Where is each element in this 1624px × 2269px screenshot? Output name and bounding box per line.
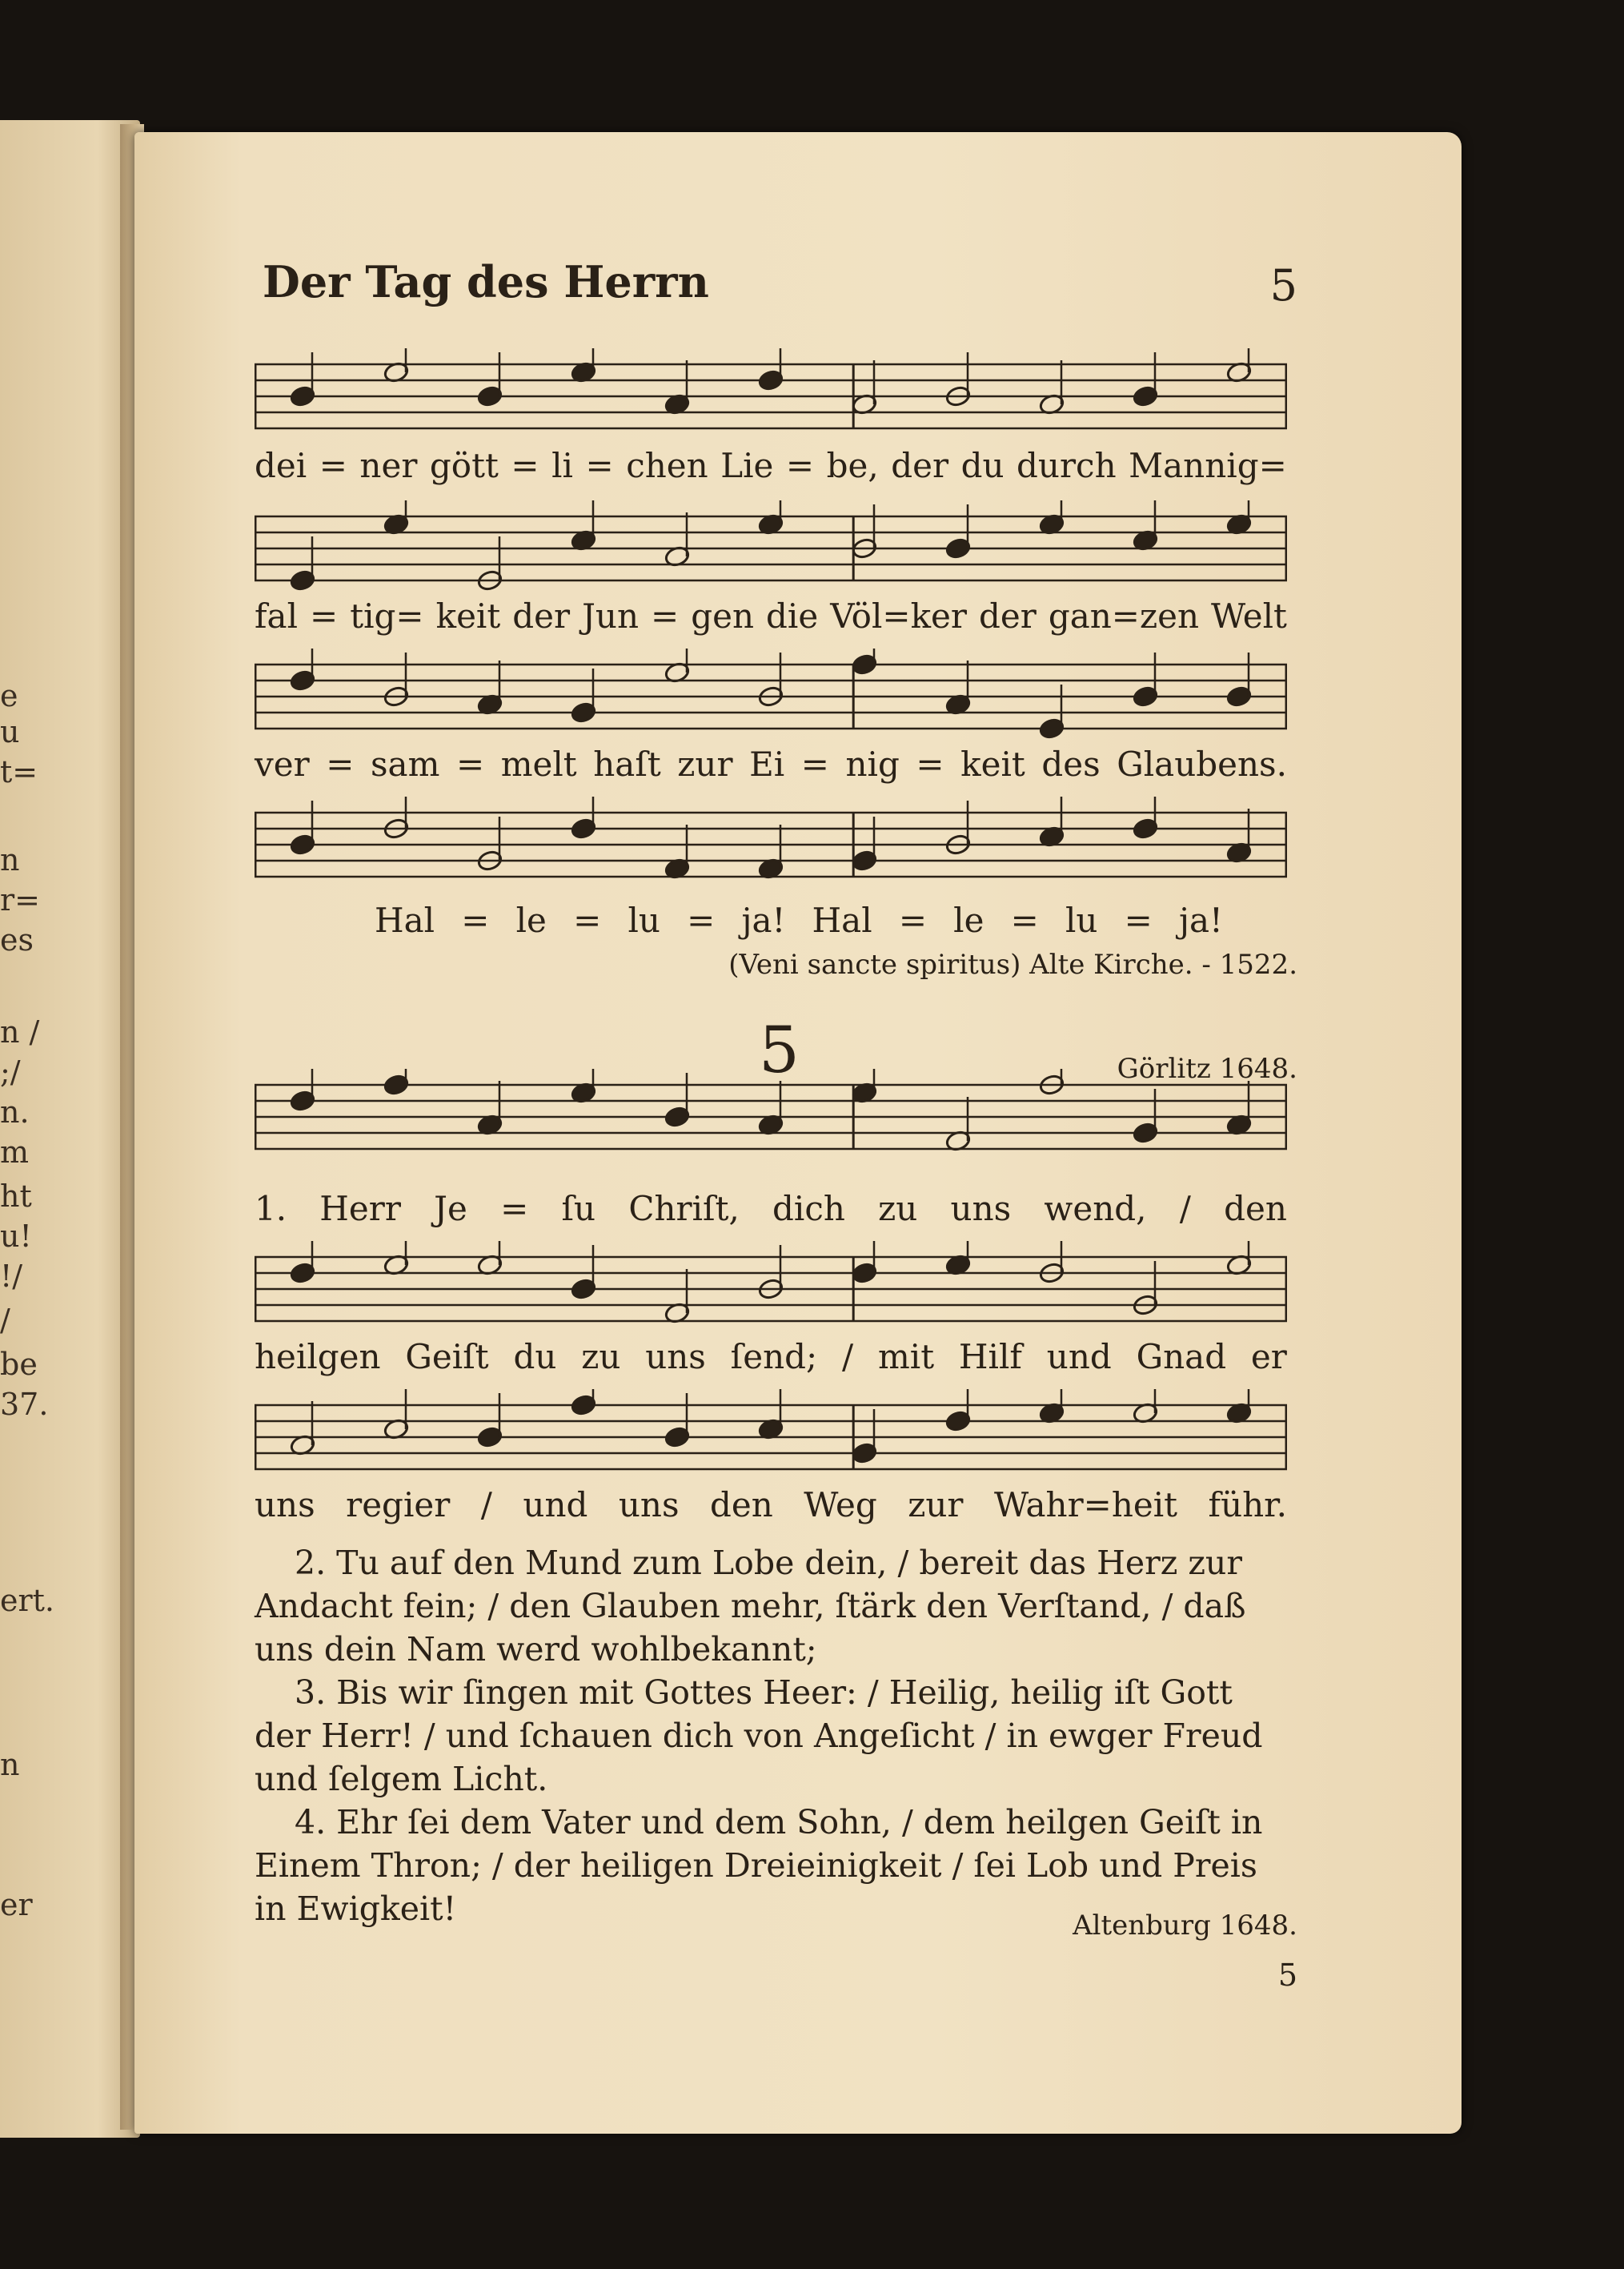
margin-fragment: n. [0,1094,30,1130]
verse-3: 3. Bis wir ſingen mit Gottes Heer: / Heilig, heilig iſt Gott der Herr! / und ſchauen dich von Angeſicht / in ewger Freud und ſelgem Licht. [255,1673,1263,1798]
lyric-syllable: ſu [561,1189,596,1228]
music-staff [255,1389,1287,1485]
lyric-syllable: = [1124,901,1153,940]
lyric-syllable: ja! [741,901,786,940]
margin-fragment: ert. [0,1583,55,1618]
margin-fragment: u! [0,1219,32,1254]
verse-block [255,1541,1287,1930]
margin-fragment: 37. [0,1387,49,1422]
lyric-syllable: führ. [1208,1485,1287,1524]
music-staff [255,649,1287,745]
hymn-source-credit: (Veni sancte spiritus) Alte Kirche. - 1522. [728,949,1297,981]
lyric-syllable: Glaubens. [1117,745,1287,784]
lyric-syllable: du [513,1337,557,1376]
verse-2: 2. Tu auf den Mund zum Lobe dein, / bereit das Herz zur Andacht fein; / den Glauben mehr, ſtärk den Verſtand, / daß uns dein Nam werd wohlbekannt; [255,1544,1246,1669]
lyric-syllable: mit [877,1337,935,1376]
lyric-syllable: melt [500,745,577,784]
margin-fragment: u [0,714,20,749]
lyric-syllable: 1. [255,1189,287,1228]
lyric-syllable: heilgen [255,1337,381,1376]
lyric-syllable: uns [645,1337,706,1376]
lyric-syllable: lu [1065,901,1098,940]
lyric-syllable: Lie [720,446,774,485]
lyric-syllable: des [1041,745,1101,784]
lyric-syllable: zu [581,1337,621,1376]
margin-fragment: n / [0,1014,40,1050]
lyric-syllable: Chriſt, [628,1189,740,1228]
lyric-syllable: zu [878,1189,918,1228]
lyrics-line [255,745,1287,784]
lyric-syllable: und [523,1485,588,1524]
lyric-syllable: = [1010,901,1039,940]
lyric-syllable: le [515,901,547,940]
lyric-syllable: Je [434,1189,467,1228]
margin-fragment: er [0,1887,33,1922]
lyric-syllable: Herr [319,1189,401,1228]
lyric-syllable: ner [359,446,418,485]
lyric-syllable: gan=zen [1048,596,1200,636]
lyric-syllable: chen [626,446,708,485]
lyric-syllable: der [891,446,949,485]
lyric-syllable: = [310,596,339,636]
lyric-syllable: / [1179,1189,1191,1228]
lyric-syllable: = [651,596,680,636]
lyric-syllable: Wahr=heit [993,1485,1178,1524]
lyrics-line [255,1337,1287,1376]
lyric-syllable: / [480,1485,492,1524]
lyric-syllable: = [511,446,539,485]
music-staff [255,500,1287,596]
lyric-syllable: = [461,901,490,940]
margin-fragment: n [0,842,20,877]
lyrics-line [255,446,1287,485]
left-page-edge [0,120,140,2138]
lyric-syllable: li [551,446,573,485]
margin-fragment: / [0,1303,10,1338]
lyric-syllable: Hal [812,901,872,940]
lyric-syllable: sam [370,745,440,784]
lyric-syllable: = [916,745,944,784]
lyric-syllable: Welt [1211,596,1287,636]
book-page [134,132,1462,2134]
lyric-syllable: uns [255,1485,315,1524]
lyric-syllable: den [710,1485,773,1524]
lyric-syllable: dich [772,1189,845,1228]
lyric-syllable: Gnad [1136,1337,1227,1376]
margin-fragment: n [0,1747,20,1782]
lyric-syllable: haſt [593,745,661,784]
lyrics-line [375,901,1223,940]
lyric-syllable: die [766,596,819,636]
margin-fragment: !/ [0,1259,23,1294]
lyric-syllable: wend, [1044,1189,1147,1228]
music-staff [255,348,1287,444]
lyric-syllable: dei [255,446,307,485]
header-page-number: 5 [1269,260,1297,311]
text-credit: Altenburg 1648. [1073,1910,1297,1942]
lyric-syllable: Völ=ker [830,596,967,636]
lyric-syllable: tig= [350,596,424,636]
lyric-syllable: Ei [749,745,785,784]
lyric-syllable: = [785,446,815,485]
verse-4: 4. Ehr ſei dem Vater und dem Sohn, / dem heilgen Geiſt in Einem Thron; / der heiligen Dreieinigkeit / ſei Lob und Preis in Ewigkeit! [255,1803,1263,1928]
lyric-syllable: = [687,901,716,940]
lyric-syllable: Weg [804,1485,877,1524]
lyric-syllable: uns [618,1485,680,1524]
page-title: Der Tag des Herrn [263,256,709,307]
margin-fragment: ht [0,1179,32,1214]
lyric-syllable: keit [435,596,501,636]
lyric-syllable: zur [908,1485,964,1524]
lyric-syllable: zur [677,745,733,784]
lyric-syllable: = [585,446,614,485]
lyric-syllable: regier [346,1485,451,1524]
hymn-number: 5 [759,1013,800,1087]
margin-fragment: es [0,922,34,958]
lyric-syllable: = [898,901,928,940]
melody-credit: Görlitz 1648. [1117,1053,1297,1085]
footer-page-number: 5 [1277,1958,1297,1993]
margin-fragment: t= [0,754,38,789]
lyric-syllable: uns [950,1189,1012,1228]
lyric-syllable: Geiſt [405,1337,489,1376]
lyric-syllable: den [1224,1189,1287,1228]
lyric-syllable: ja! [1178,901,1223,940]
lyric-syllable: gen [691,596,755,636]
lyric-syllable: Jun [582,596,640,636]
lyric-syllable: durch [1017,446,1117,485]
music-staff-treble [255,1069,1287,1197]
lyric-syllable: be, [826,446,879,485]
music-staff [255,797,1287,917]
margin-fragment: m [0,1134,30,1170]
lyric-syllable: keit [960,745,1025,784]
music-staff [255,1241,1287,1337]
lyric-syllable: = [455,745,485,784]
lyric-syllable: du [960,446,1004,485]
lyric-syllable: der [978,596,1037,636]
lyric-syllable: / [841,1337,854,1376]
lyrics-line [255,1485,1287,1524]
lyric-syllable: = [326,745,355,784]
margin-fragment: r= [0,882,41,918]
lyric-syllable: ver [255,745,310,784]
lyric-syllable: ſend; [730,1337,818,1376]
lyric-syllable: fal [255,596,299,636]
lyric-syllable: und [1046,1337,1112,1376]
lyric-syllable: le [953,901,984,940]
margin-fragment: be [0,1347,38,1382]
lyric-syllable: Hal [375,901,435,940]
lyrics-line [255,596,1287,636]
lyric-syllable: Mannig= [1129,446,1287,485]
lyric-syllable: nig [845,745,900,784]
lyric-syllable: gött [429,446,499,485]
margin-fragment: e [0,678,18,713]
lyric-syllable: = [500,1189,529,1228]
lyrics-line [255,1189,1287,1228]
margin-fragment: ;/ [0,1054,21,1090]
lyric-syllable: der [512,596,571,636]
lyric-syllable: = [319,446,347,485]
lyric-syllable: lu [628,901,660,940]
lyric-syllable: = [573,901,602,940]
lyric-syllable: = [800,745,829,784]
lyric-syllable: Hilf [958,1337,1022,1376]
lyric-syllable: er [1250,1337,1287,1376]
